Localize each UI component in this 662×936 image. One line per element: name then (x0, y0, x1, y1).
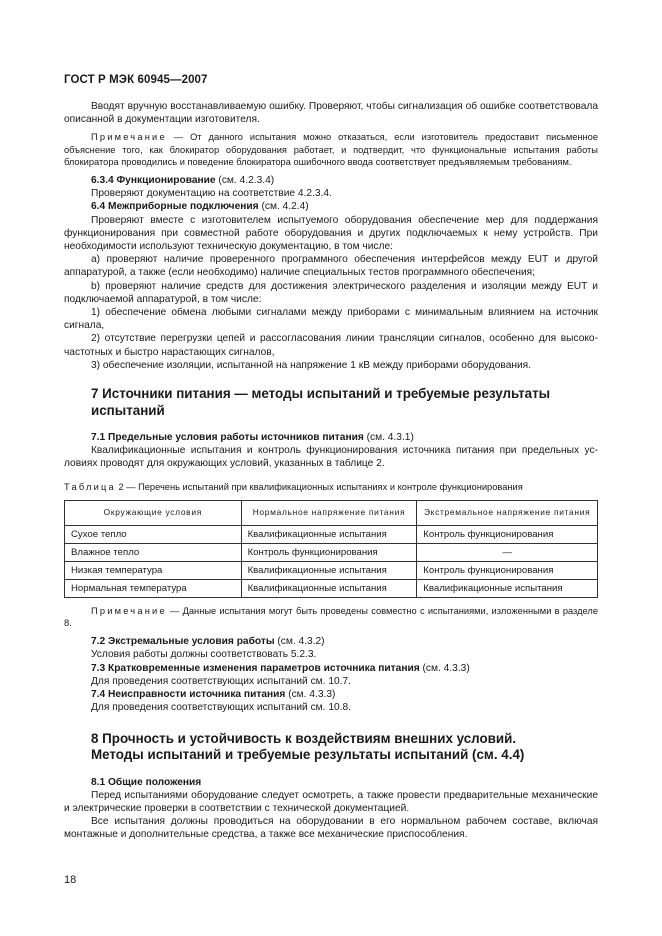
table-header-cell: Нормальное напряжение питания (241, 500, 417, 525)
table-cell: Контроль функционирования (417, 561, 598, 579)
paragraph: Проверяют вместе с изготовителем испытуемого оборудования обеспечение мер для поддержания функционирования при совместной работе оборудования и других подключаемых к нему устройств. При необходимости используют техническую документацию, в том числе: (64, 214, 598, 253)
note-text: — От данного испытания можно отказаться, если изготовитель предоставит письменное объяснение того, как блокиратор оборудования работает, и подтвердит, что функциональные испытания работы блокиратора проводились и поведение блокиратора ошибочного ввода соответствует предъявляемым требованиям. (64, 132, 598, 167)
table-caption-text: 2 — Перечень испытаний при квалификационных испытаниях и контроле функционирования (115, 481, 523, 492)
heading-7-2 (64, 635, 598, 648)
intro-paragraph: Вводят вручную восстанавливаемую ошибку. Проверяют, чтобы сигнализация об ошибке соответствовала описанной в документации изготовителя. (64, 101, 598, 126)
heading-title: 7.4 Неисправности источника питания (91, 689, 286, 701)
section-8-title-line1: 8 Прочность и устойчивость к воздействиям внешних условий. (91, 730, 517, 746)
heading-7-4 (64, 688, 598, 701)
heading-ref: (см. 4.3.2) (274, 636, 325, 648)
heading-title: 7.2 Экстремальные условия работы (91, 636, 275, 648)
paragraph: Для проведения соответствующих испытаний см. 10.8. (91, 702, 351, 714)
section-7-title: 7 Источники питания — методы испытаний и требуемые результаты испытаний (91, 386, 551, 418)
table-row (65, 543, 598, 561)
page-number: 18 (64, 874, 77, 886)
heading-ref: (см. 4.2.3.4) (215, 175, 275, 187)
list-item-2: 2) отсутствие перегрузки цепей и рассогласования линии трансляции сигналов, особенно для высокочастотных и быстро нарастающих сигналов, (64, 333, 598, 358)
list-item-3: 3) обеспечение изоляции, испытанной на напряжение 1 кВ между приборами оборудования. (91, 359, 532, 371)
paragraph: Для проведения соответствующих испытаний см. 10.7. (91, 675, 351, 687)
intro-note (64, 131, 598, 168)
table-header-cell: Окружающие условия (65, 500, 242, 525)
heading-ref: (см. 4.3.3) (285, 689, 336, 701)
list-item-a: a) проверяют наличие проверенного программного обеспечения интерфейсов между EUT и другой аппаратурой, а также (если необходимо) наличие специальных тестов программного обеспечения; (64, 254, 598, 279)
table-cell: Квалификационные испытания (417, 579, 598, 597)
table-cell: Сухое тепло (65, 525, 242, 543)
table-2 (64, 500, 598, 598)
heading-8-1: 8.1 Общие положения (91, 776, 202, 788)
note-label: Примечание (91, 132, 167, 143)
heading-title: 7.3 Кратковременные изменения параметров источника питания (91, 662, 420, 674)
table-cell: Квалификационные испытания (241, 525, 417, 543)
page-content (64, 100, 598, 842)
table-note (64, 605, 598, 629)
table-header-cell: Экстремальное напряжение питания (417, 500, 598, 525)
table-caption-label: Таблица (64, 481, 116, 492)
paragraph: Условия работы должны соответствовать 5.2.3. (91, 649, 317, 661)
table-cell: Нормальная температура (65, 579, 242, 597)
standard-header: ГОСТ Р МЭК 60945—2007 (64, 74, 208, 86)
paragraph: Все испытания должны проводиться на оборудовании в его нормальном рабочем составе, включая монтажные и дополнительные средства, а также все механические приспособления. (64, 816, 598, 841)
heading-title: 6.4 Межприборные подключения (91, 201, 259, 213)
heading-7-3 (64, 662, 598, 675)
table-cell: Квалификационные испытания (241, 579, 417, 597)
heading-ref: (см. 4.3.1) (363, 432, 414, 444)
table-row (65, 579, 598, 597)
paragraph: Проверяют документацию на соответствие 4.2.3.4. (91, 188, 332, 200)
table-cell: Контроль функционирования (241, 543, 417, 561)
paragraph: Квалификационные испытания и контроль функционирования источника питания при предельных условиях проводят для окружающих условий, указанных в таблице 2. (64, 445, 598, 470)
heading-ref: (см. 4.3.3) (419, 662, 470, 674)
list-item-1: 1) обеспечение обмена любыми сигналами между приборами с минимальным влиянием на источник сигнала, (64, 307, 598, 332)
table-cell: Контроль функционирования (417, 525, 598, 543)
table-cell: Влажное тепло (65, 543, 242, 561)
heading-6-4 (64, 200, 598, 213)
paragraph: Перед испытаниями оборудование следует осмотреть, а также провести предварительные механические и электрические проверки в соответствии с технической документацией. (64, 789, 598, 814)
note-label: Примечание (91, 605, 167, 616)
heading-7-1 (64, 431, 598, 444)
list-item-b: b) проверяют наличие средств для достижения электрического разделения и изоляции между EUT и подключаемой аппаратурой, в том числе: (64, 280, 598, 305)
heading-6-3-4 (64, 174, 598, 187)
table-caption (64, 481, 598, 494)
table-header-row (65, 500, 598, 525)
table-cell: Квалификационные испытания (241, 561, 417, 579)
heading-title: 7.1 Предельные условия работы источников питания (91, 432, 364, 444)
heading-title: 6.3.4 Функционирование (91, 175, 216, 187)
table-cell: Низкая температура (65, 561, 242, 579)
section-8-title-line2: Методы испытаний и требуемые результаты испытаний (см. 4.4) (91, 747, 525, 762)
note-text: — Данные испытания могут быть проведены совместно с испытаниями, изложенными в разделе 8. (64, 605, 598, 629)
table-cell: — (417, 543, 598, 561)
heading-ref: (см. 4.2.4) (258, 201, 309, 213)
table-row (65, 525, 598, 543)
table-row (65, 561, 598, 579)
